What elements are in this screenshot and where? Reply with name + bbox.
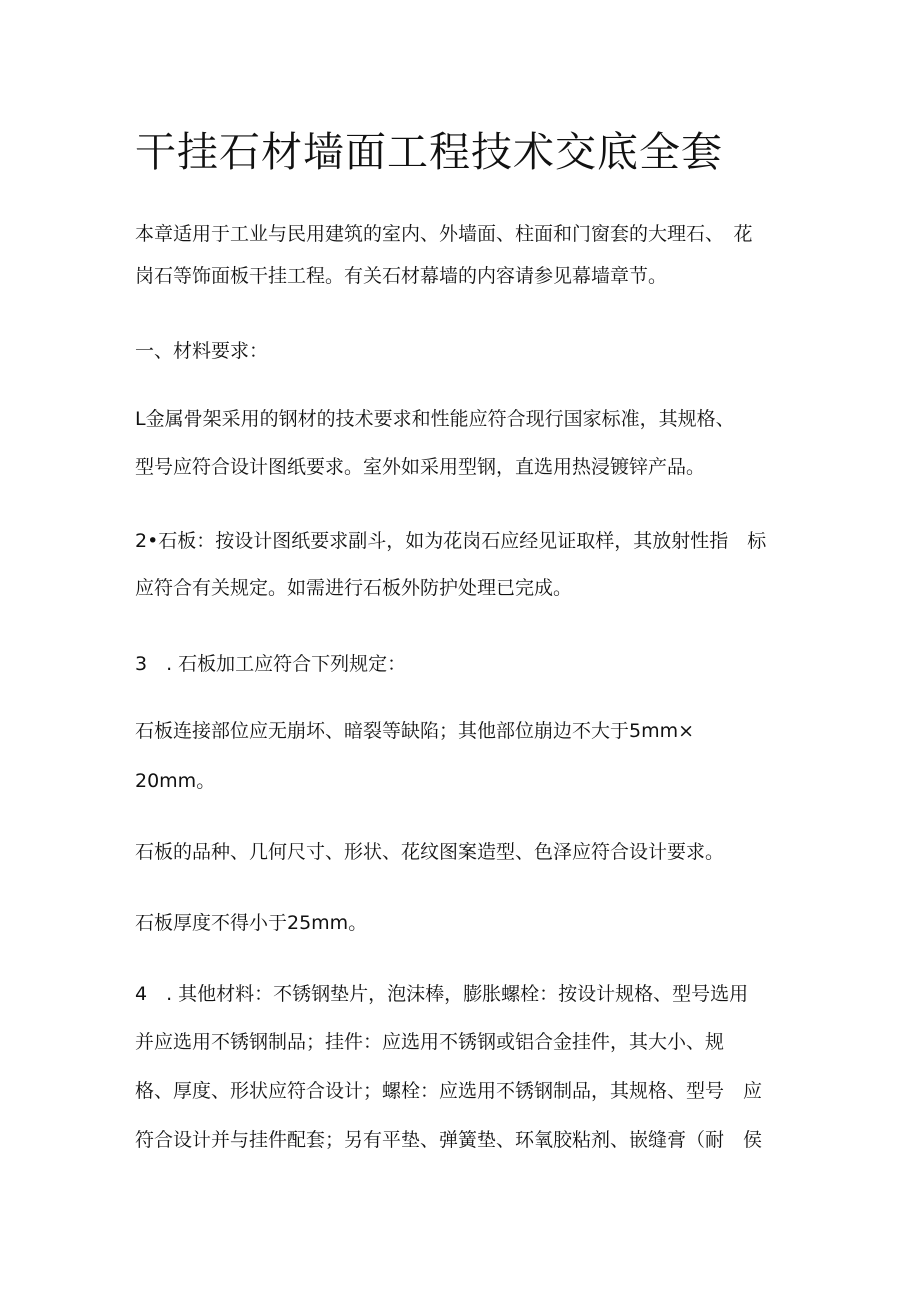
body-line: 石板的品种、几何尺寸、形状、花纹图案造型、色泽应符合设计要求。 bbox=[135, 841, 725, 863]
body-line: 4 . 其他材料：不锈钢垫片，泡沫棒，膨胀螺栓：按设计规格、型号选用 bbox=[135, 983, 749, 1005]
section-heading: 一、材料要求： bbox=[135, 340, 269, 362]
list-item-heading: 3 . 石板加工应符合下列规定： bbox=[135, 653, 407, 675]
body-line: 石板连接部位应无崩坏、暗裂等缺陷；其他部位崩边不大于5mm× bbox=[135, 720, 695, 742]
body-line: L金属骨架采用的钢材的技术要求和性能应符合现行国家标准，其规格、 bbox=[135, 408, 735, 430]
document-title: 干挂石材墙面工程技术交底全套 bbox=[135, 128, 723, 176]
body-line: 型号应符合设计图纸要求。室外如采用型钢，直选用热浸镀锌产品。 bbox=[135, 456, 706, 478]
body-line: 20mm。 bbox=[135, 770, 216, 792]
body-line: 2•石板：按设计图纸要求副斗，如为花岗石应经见证取样，其放射性指 标 bbox=[135, 530, 767, 552]
body-line: 符合设计并与挂件配套；另有平垫、弹簧垫、环氧胶粘剂、嵌缝膏（耐 侯 bbox=[135, 1129, 763, 1151]
body-line: 并应选用不锈钢制品；挂件：应选用不锈钢或铝合金挂件，其大小、规 bbox=[135, 1031, 725, 1053]
body-line: 本章适用于工业与民用建筑的室内、外墙面、柱面和门窗套的大理石、 花 bbox=[135, 223, 753, 245]
body-line: 石板厚度不得小于25mm。 bbox=[135, 912, 368, 934]
body-line: 格、厚度、形状应符合设计；螺栓：应选用不锈钢制品，其规格、型号 应 bbox=[135, 1080, 763, 1102]
body-line: 应符合有关规定。如需进行石板外防护处理已完成。 bbox=[135, 577, 573, 599]
body-line: 岗石等饰面板干挂工程。有关石材幕墙的内容请参见幕墙章节。 bbox=[135, 265, 668, 287]
